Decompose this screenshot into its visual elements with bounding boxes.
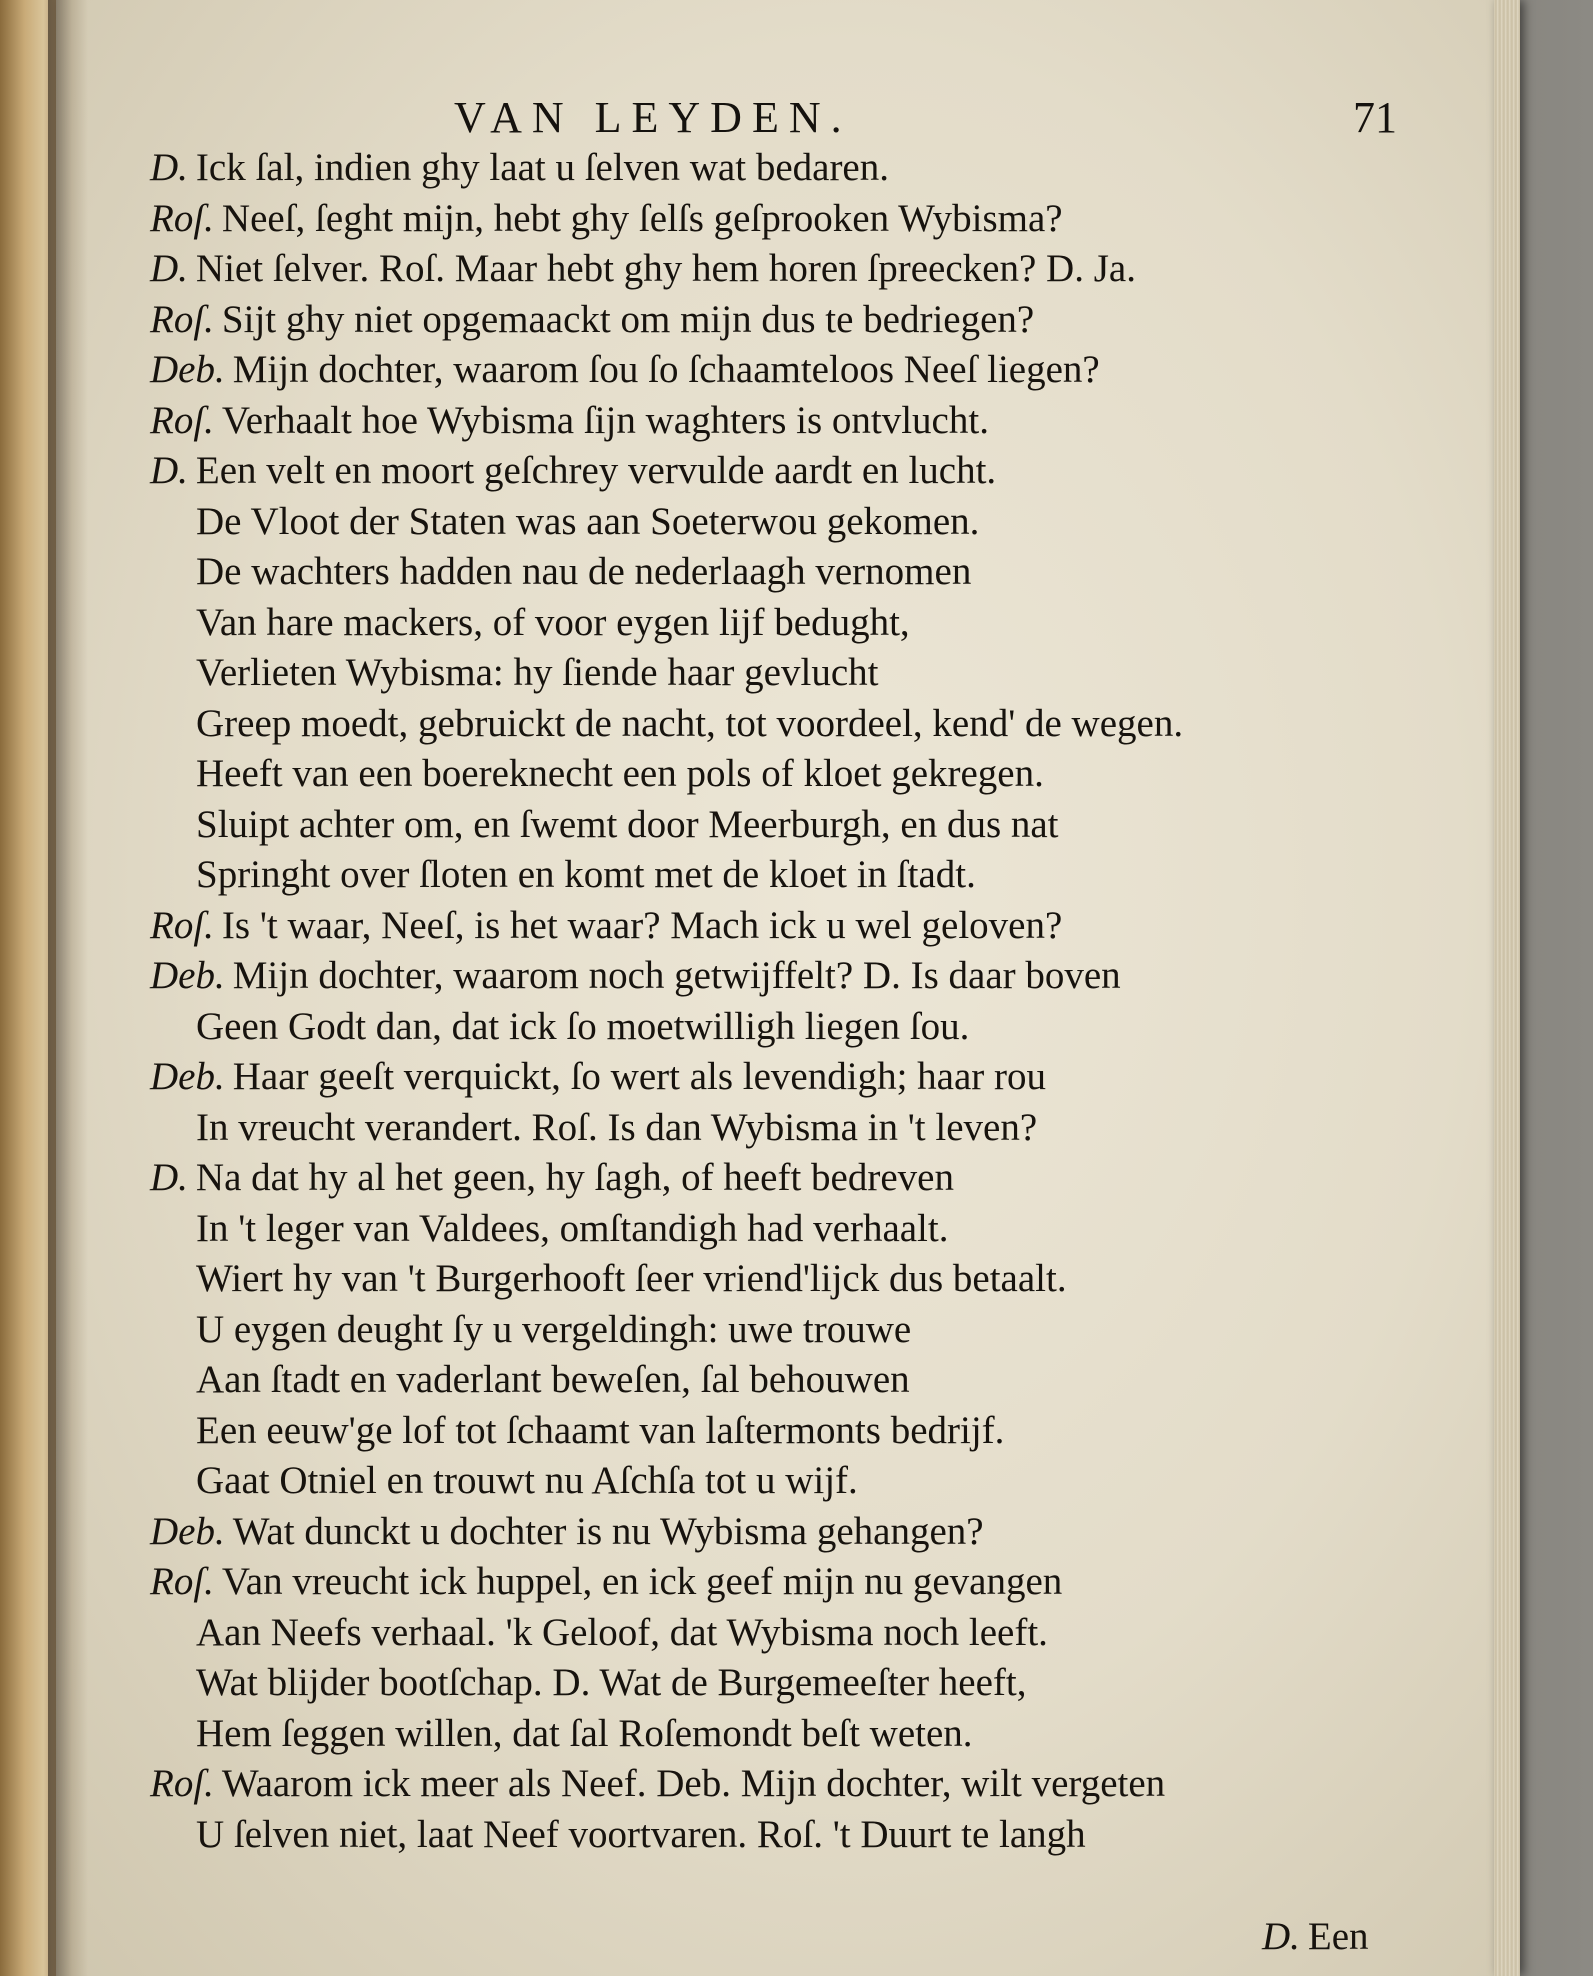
line-text: Na dat hy al het geen, hy ſagh, of heeft bedreven <box>195 1156 954 1199</box>
speaker-label: Deb. <box>150 1055 225 1098</box>
line-text: Aan ſtadt en vaderlant beweſen, ſal behouwen <box>196 1358 910 1401</box>
line-text: Aan Neefs verhaal. 'k Geloof, dat Wybisma noch leeft. <box>196 1610 1048 1654</box>
speaker-label: D. <box>150 247 188 290</box>
verse-line <box>150 1002 1440 1053</box>
verse-line <box>150 295 1440 346</box>
speaker-label: D. <box>150 449 188 492</box>
line-text: Geen Godt dan, dat ick ſo moetwilligh liegen ſou. <box>196 1004 970 1048</box>
line-text: Mijn dochter, waarom noch getwijffelt? D. Is daar boven <box>232 954 1121 997</box>
speaker-label: Roſ. <box>150 398 214 442</box>
catchword-speaker: D. <box>1262 1915 1300 1958</box>
verse-line <box>150 497 1440 548</box>
verse-line <box>150 244 1440 295</box>
book-gutter <box>48 0 88 1976</box>
line-text: Verhaalt hoe Wybisma ſijn waghters is ontvlucht. <box>221 398 989 442</box>
line-text: Niet ſelver. Roſ. Maar hebt ghy hem horen ſpreecken? D. Ja. <box>195 247 1136 290</box>
catchword <box>1262 1914 1369 1959</box>
verse-line <box>150 345 1440 396</box>
verse-line <box>150 901 1440 952</box>
line-text: Mijn dochter, waarom ſou ſo ſchaamteloos Neeſ liegen? <box>232 348 1100 391</box>
line-text: Een eeuw'ge lof tot ſchaamt van laſtermonts bedrijf. <box>196 1408 1005 1452</box>
line-text: In 't leger van Valdees, omſtandigh had verhaalt. <box>196 1206 949 1250</box>
verse-line <box>150 1305 1440 1356</box>
verse-line <box>150 194 1440 245</box>
verse-line <box>150 1709 1440 1760</box>
verse-line <box>150 648 1440 699</box>
speaker-label: Roſ. <box>150 196 214 240</box>
speaker-label: Roſ. <box>150 1560 214 1603</box>
line-text: Springht over ſloten en komt met de kloet in ſtadt. <box>196 853 976 896</box>
line-text: Sluipt achter om, en ſwemt door Meerburgh, en dus nat <box>196 802 1059 846</box>
verse-line <box>150 1810 1440 1861</box>
line-text: Van hare mackers, of voor eygen lijf bedught, <box>196 600 910 644</box>
verse-line <box>150 1456 1440 1507</box>
speaker-label: Roſ. <box>150 903 214 947</box>
verse-line <box>150 446 1440 497</box>
line-text: U ſelven niet, laat Neef voortvaren. Roſ. 't Duurt te langh <box>196 1812 1086 1856</box>
verse-text <box>150 143 1440 1860</box>
verse-line <box>150 1254 1440 1305</box>
speaker-label: Roſ. <box>150 1762 214 1805</box>
line-text: In vreucht verandert. Roſ. Is dan Wybisma in 't leven? <box>196 1105 1038 1149</box>
verse-line <box>150 1608 1440 1659</box>
line-text: Wat dunckt u dochter is nu Wybisma gehangen? <box>232 1509 984 1553</box>
verse-line <box>150 1204 1440 1255</box>
line-text: Greep moedt, gebruickt de nacht, tot voordeel, kend' de wegen. <box>196 701 1184 745</box>
verse-line <box>150 1355 1440 1406</box>
line-text: Verlieten Wybisma: hy ſiende haar gevlucht <box>196 651 879 694</box>
line-text: Wiert hy van 't Burgerhooft ſeer vriend'lijck dus betaalt. <box>196 1257 1067 1300</box>
line-text: Van vreucht ick huppel, en ick geef mijn nu gevangen <box>221 1560 1063 1603</box>
verse-line <box>150 1759 1440 1810</box>
line-text: Waarom ick meer als Neef. Deb. Mijn dochter, wilt vergeten <box>221 1762 1166 1805</box>
line-text: De wachters hadden nau de nederlaagh vernomen <box>196 550 972 593</box>
verse-line <box>150 396 1440 447</box>
speaker-label: Deb. <box>150 348 225 391</box>
line-text: De Vloot der Staten was aan Soeterwou gekomen. <box>196 499 980 543</box>
verse-line <box>150 1052 1440 1103</box>
verse-line <box>150 143 1440 194</box>
verse-line <box>150 749 1440 800</box>
verse-line <box>150 1153 1440 1204</box>
line-text: Is 't waar, Neeſ, is het waar? Mach ick u wel geloven? <box>221 903 1063 947</box>
verse-line <box>150 951 1440 1002</box>
speaker-label: D. <box>150 1156 188 1199</box>
line-text: Ick ſal, indien ghy laat u ſelven wat bedaren. <box>195 146 889 189</box>
page-fore-edge <box>1494 0 1520 1976</box>
speaker-label: Deb. <box>150 954 225 997</box>
line-text: Hem ſeggen willen, dat ſal Roſemondt beſt weten. <box>196 1711 973 1755</box>
speaker-label: D. <box>150 146 188 189</box>
running-head: VAN LEYDEN. <box>454 93 852 142</box>
page-number: 71 <box>1353 93 1397 142</box>
line-text: Haar geeſt verquickt, ſo wert als levendigh; haar rou <box>232 1055 1047 1098</box>
verse-line <box>150 1557 1440 1608</box>
verse-line <box>150 850 1440 901</box>
verse-line <box>150 699 1440 750</box>
verse-line <box>150 1507 1440 1558</box>
line-text: U eygen deught ſy u vergeldingh: uwe trouwe <box>196 1307 912 1351</box>
speaker-label: Roſ. <box>150 297 214 341</box>
line-text: Gaat Otniel en trouwt nu Aſchſa tot u wijf. <box>196 1459 858 1502</box>
verse-line <box>150 547 1440 598</box>
verse-line <box>150 598 1440 649</box>
speaker-label: Deb. <box>150 1509 225 1553</box>
line-text: Heeft van een boereknecht een pols of kloet gekregen. <box>196 752 1044 795</box>
line-text: Neeſ, ſeght mijn, hebt ghy ſelſs geſprooken Wybisma? <box>221 196 1063 240</box>
verse-line <box>150 1103 1440 1154</box>
line-text: Sijt ghy niet opgemaackt om mijn dus te bedriegen? <box>221 297 1035 341</box>
verse-line <box>150 1658 1440 1709</box>
line-text: Wat blijder bootſchap. D. Wat de Burgemeeſter heeft, <box>196 1661 1027 1704</box>
verse-line <box>150 1406 1440 1457</box>
catchword-text: Een <box>1307 1915 1369 1958</box>
line-text: Een velt en moort geſchrey vervulde aardt en lucht. <box>195 449 997 492</box>
verse-line <box>150 800 1440 851</box>
